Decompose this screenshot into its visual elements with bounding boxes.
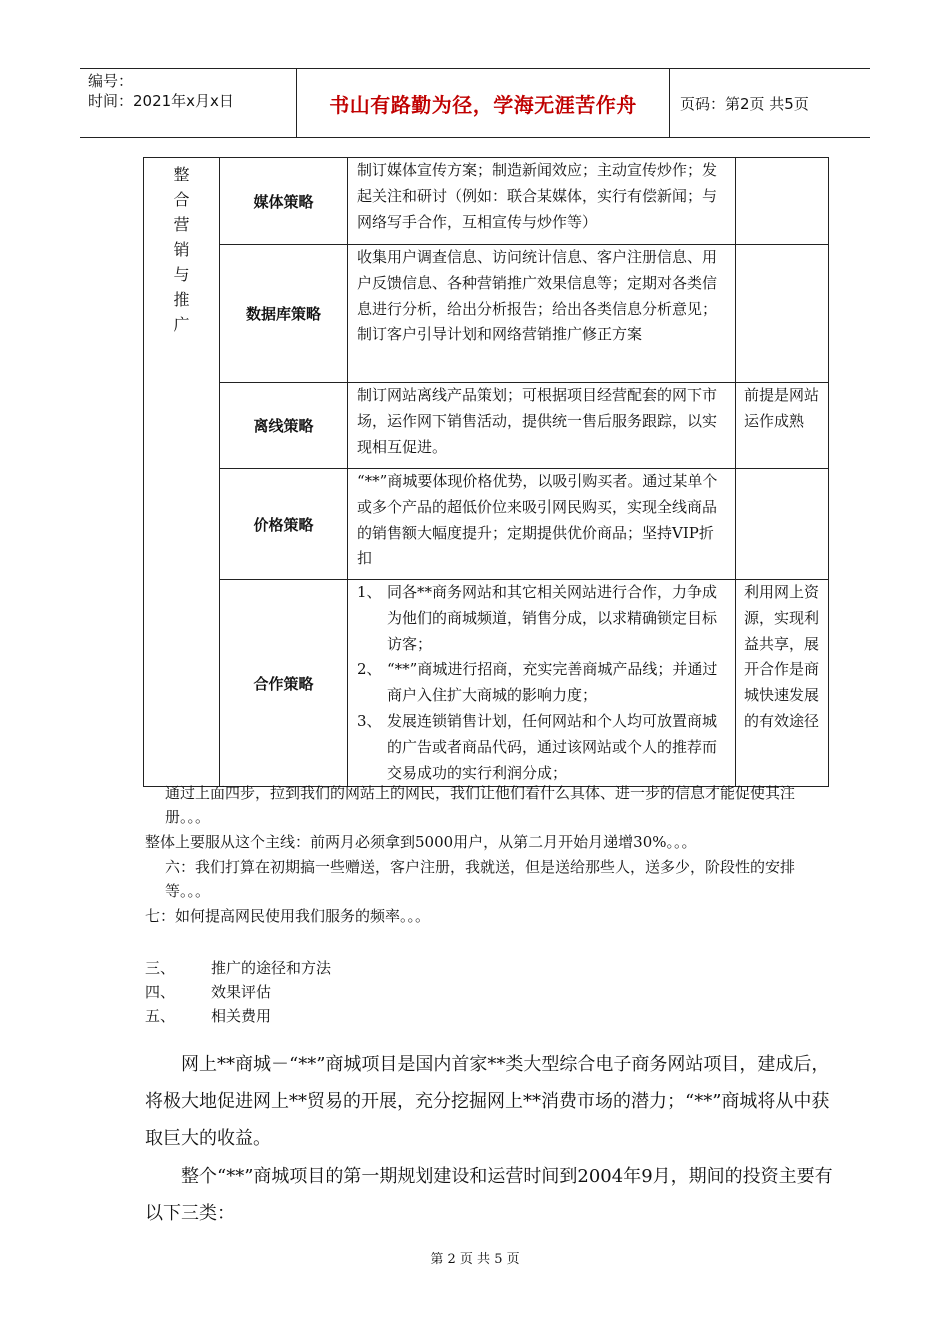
list-item: 1、 同各**商务网站和其它相关网站进行合作，力争成为他们的商城频道，销售分成，以求精确锁定目标访客； bbox=[357, 583, 718, 653]
category-char: 销 bbox=[173, 240, 190, 259]
strategy-content: 收集用户调查信息、访问统计信息、客户注册信息、用户反馈信息、各种营销推广效果信息等；定期对各类信息进行分析，给出分析报告；给出各类信息分析意见；制订客户引导计划和网络营销推广修正方案 bbox=[348, 245, 736, 383]
table-row bbox=[144, 383, 829, 469]
section-heading: 五、 相关费用 bbox=[145, 1007, 272, 1025]
list-item: 3、 发展连锁销售计划，任何网站和个人均可放置商城的广告或者商品代码，通过该网站或个人的推荐而交易成功的实行利润分成； bbox=[357, 711, 718, 782]
paragraph-frequency: 七：如何提高网民使用我们服务的频率。。。 bbox=[145, 907, 431, 925]
category-char: 整 bbox=[173, 165, 190, 184]
paragraph-registration: 通过上面四步，拉到我们的网站上的网民，我们让他们看什么具体、进一步的信息才能促使其注册。。。 bbox=[165, 784, 796, 826]
strategy-content: 制订网站离线产品策划；可根据项目经营配套的网下市场，运作网下销售活动，提供统一售后服务跟踪，以实现相互促进。 bbox=[348, 383, 736, 469]
cooperation-list bbox=[357, 580, 727, 786]
time-label: 时间：2021年x月x日 bbox=[88, 92, 234, 110]
category-char: 广 bbox=[173, 315, 190, 334]
body-paragraph-intro: 网上**商城－“**”商城项目是国内首家**类大型综合电子商务网站项目，建成后，将极大地促进网上**贸易的开展，充分挖掘网上**消费市场的潜力；“**”商城将从中获取巨大的收益。 bbox=[145, 1054, 830, 1149]
section-list bbox=[145, 956, 331, 1028]
strategy-note: 利用网上资源，实现利益共享，展开合作是商城快速发展的有效途径 bbox=[736, 580, 829, 787]
strategy-label: 离线策略 bbox=[220, 383, 348, 469]
table-row bbox=[144, 158, 829, 245]
strategy-note bbox=[736, 245, 829, 383]
section-heading: 三、 推广的途径和方法 bbox=[145, 959, 332, 977]
list-item: 2、 “**”商城进行招商，充实完善商城产品线；并通过商户入住扩大商城的影响力度； bbox=[357, 660, 718, 705]
page-number-label: 页码：第2页 共5页 bbox=[680, 94, 809, 113]
section-heading: 四、 效果评估 bbox=[145, 983, 272, 1001]
table-row bbox=[144, 580, 829, 787]
category-cell bbox=[144, 158, 220, 787]
strategy-table bbox=[143, 157, 829, 787]
table-row bbox=[144, 469, 829, 580]
strategy-label: 媒体策略 bbox=[220, 158, 348, 245]
header-meta bbox=[80, 69, 297, 137]
page-header bbox=[80, 68, 870, 138]
strategy-content: “**”商城要体现价格优势，以吸引购买者。通过某单个或多个产品的超低价位来吸引网民购买，实现全线商品的销售额大幅度提升；定期提供优价商品；坚持VIP折扣 bbox=[348, 469, 736, 580]
body-paragraph-investment: 整个“**”商城项目的第一期规划建设和运营时间到2004年9月，期间的投资主要有以下三类： bbox=[145, 1166, 833, 1224]
header-motto: 书山有路勤为径，学海无涯苦作舟 bbox=[297, 69, 670, 137]
strategy-label: 数据库策略 bbox=[220, 245, 348, 383]
category-char: 与 bbox=[173, 265, 190, 284]
category-char: 营 bbox=[173, 215, 190, 234]
strategy-note bbox=[736, 158, 829, 245]
strategy-note: 前提是网站运作成熟 bbox=[736, 383, 829, 469]
number-label: 编号： bbox=[88, 72, 134, 90]
strategy-label: 价格策略 bbox=[220, 469, 348, 580]
strategy-label: 合作策略 bbox=[220, 580, 348, 787]
paragraph-gifts: 六：我们打算在初期搞一些赠送，客户注册，我就送，但是送给那些人，送多少，阶段性的安排等。。。 bbox=[165, 858, 796, 900]
strategy-content bbox=[348, 580, 736, 787]
strategy-content: 制订媒体宣传方案；制造新闻效应；主动宣传炒作；发起关注和研讨（例如：联合某媒体，实行有偿新闻；与网络写手合作，互相宣传与炒作等） bbox=[348, 158, 736, 245]
category-char: 推 bbox=[173, 290, 190, 309]
table-row bbox=[144, 245, 829, 383]
paragraph-mainline: 整体上要服从这个主线：前两月必须拿到5000用户，从第二月开始月递增30%。。。 bbox=[145, 833, 697, 851]
strategy-note bbox=[736, 469, 829, 580]
category-char: 合 bbox=[173, 190, 190, 209]
page-footer: 第 2 页 共 5 页 bbox=[430, 1252, 520, 1267]
